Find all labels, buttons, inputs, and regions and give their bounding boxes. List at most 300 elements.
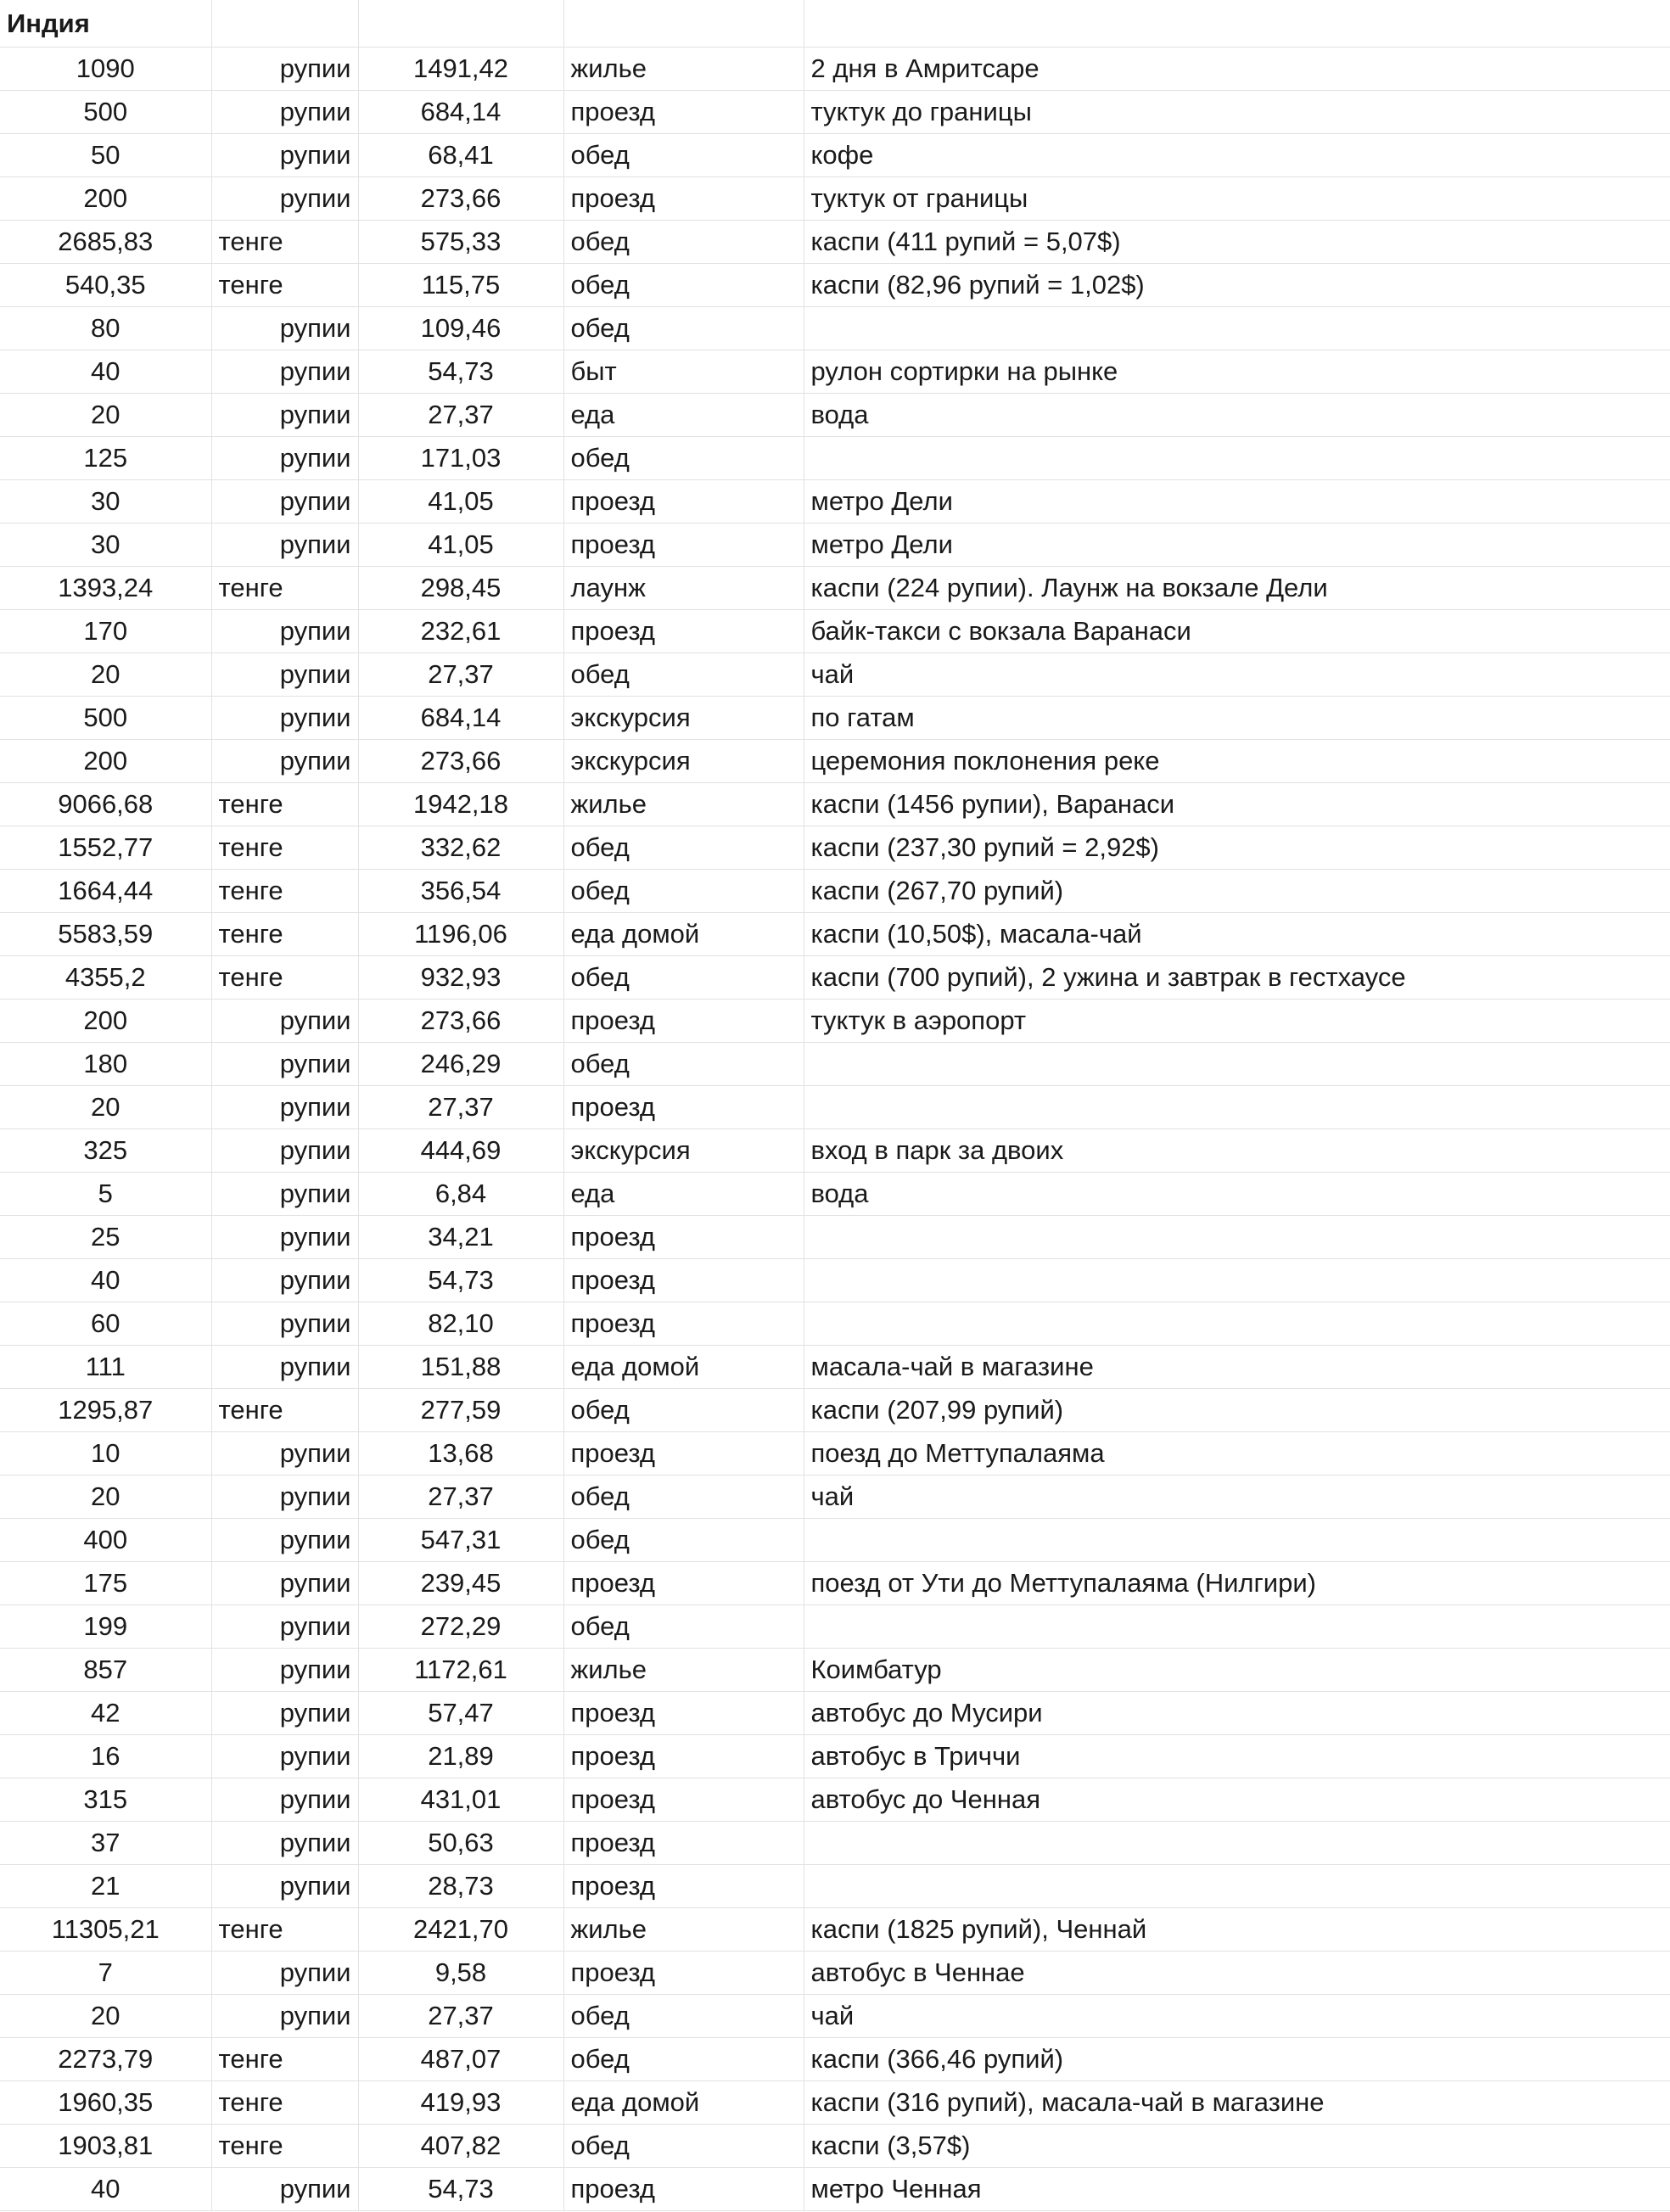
table-row: [0, 221, 1670, 264]
note-cell[interactable]: каспи (1825 рупий), Ченнай: [804, 1908, 1670, 1952]
note-cell[interactable]: [804, 1086, 1670, 1129]
table-row: [0, 1649, 1670, 1692]
note-cell[interactable]: туктук от границы: [804, 177, 1670, 221]
converted-amount-cell[interactable]: 82,10: [358, 1302, 563, 1346]
converted-amount-cell[interactable]: 34,21: [358, 1216, 563, 1259]
converted-amount-cell[interactable]: 115,75: [358, 264, 563, 307]
category-cell[interactable]: обед: [563, 956, 804, 1000]
amount-cell[interactable]: 315: [0, 1778, 211, 1822]
converted-amount-cell[interactable]: 232,61: [358, 610, 563, 653]
table-row: [0, 826, 1670, 870]
currency-cell[interactable]: рупии: [211, 1000, 358, 1043]
currency-cell[interactable]: тенге: [211, 221, 358, 264]
amount-cell[interactable]: 40: [0, 1259, 211, 1302]
note-cell[interactable]: автобус в Триччи: [804, 1735, 1670, 1778]
note-cell[interactable]: каспи (366,46 рупий): [804, 2038, 1670, 2081]
amount-cell[interactable]: 60: [0, 1302, 211, 1346]
amount-cell[interactable]: 180: [0, 1043, 211, 1086]
amount-cell[interactable]: 50: [0, 134, 211, 177]
converted-amount-cell[interactable]: 41,05: [358, 524, 563, 567]
category-cell[interactable]: проезд: [563, 1562, 804, 1605]
category-cell[interactable]: обед: [563, 1519, 804, 1562]
note-cell[interactable]: [804, 1216, 1670, 1259]
category-cell[interactable]: экскурсия: [563, 1129, 804, 1173]
table-row: [0, 653, 1670, 697]
currency-cell[interactable]: рупии: [211, 1605, 358, 1649]
category-cell[interactable]: проезд: [563, 177, 804, 221]
currency-cell[interactable]: рупии: [211, 1259, 358, 1302]
amount-cell[interactable]: 1552,77: [0, 826, 211, 870]
converted-amount-cell[interactable]: 246,29: [358, 1043, 563, 1086]
note-cell[interactable]: каспи (411 рупий = 5,07$): [804, 221, 1670, 264]
currency-cell[interactable]: тенге: [211, 826, 358, 870]
amount-cell[interactable]: 500: [0, 697, 211, 740]
category-cell[interactable]: проезд: [563, 1822, 804, 1865]
table-row: [0, 394, 1670, 437]
amount-cell[interactable]: 5583,59: [0, 913, 211, 956]
amount-cell[interactable]: 1903,81: [0, 2125, 211, 2168]
table-row: [0, 350, 1670, 394]
amount-cell[interactable]: 1664,44: [0, 870, 211, 913]
amount-cell[interactable]: 21: [0, 1865, 211, 1908]
note-cell[interactable]: церемония поклонения реке: [804, 740, 1670, 783]
amount-cell[interactable]: 125: [0, 437, 211, 480]
cell[interactable]: [358, 0, 563, 48]
category-cell[interactable]: проезд: [563, 1086, 804, 1129]
currency-cell[interactable]: тенге: [211, 2038, 358, 2081]
converted-amount-cell[interactable]: 684,14: [358, 91, 563, 134]
category-cell[interactable]: обед: [563, 870, 804, 913]
category-cell[interactable]: лаунж: [563, 567, 804, 610]
currency-cell[interactable]: рупии: [211, 1432, 358, 1476]
converted-amount-cell[interactable]: 277,59: [358, 1389, 563, 1432]
note-cell[interactable]: чай: [804, 1476, 1670, 1519]
category-cell[interactable]: обед: [563, 653, 804, 697]
amount-cell[interactable]: 10: [0, 1432, 211, 1476]
category-cell[interactable]: обед: [563, 437, 804, 480]
category-cell[interactable]: жилье: [563, 1908, 804, 1952]
currency-cell[interactable]: тенге: [211, 567, 358, 610]
note-cell[interactable]: поезд до Меттупалаяма: [804, 1432, 1670, 1476]
note-cell[interactable]: 2 дня в Амритсаре: [804, 48, 1670, 91]
note-cell[interactable]: [804, 437, 1670, 480]
amount-cell[interactable]: 200: [0, 1000, 211, 1043]
table-row: [0, 1043, 1670, 1086]
category-cell[interactable]: еда: [563, 394, 804, 437]
category-cell[interactable]: обед: [563, 1605, 804, 1649]
amount-cell[interactable]: 2273,79: [0, 2038, 211, 2081]
category-cell[interactable]: обед: [563, 826, 804, 870]
currency-cell[interactable]: рупии: [211, 1302, 358, 1346]
table-row: [0, 177, 1670, 221]
note-cell[interactable]: [804, 1302, 1670, 1346]
amount-cell[interactable]: 1393,24: [0, 567, 211, 610]
amount-cell[interactable]: 80: [0, 307, 211, 350]
category-cell[interactable]: проезд: [563, 1000, 804, 1043]
converted-amount-cell[interactable]: 27,37: [358, 394, 563, 437]
converted-amount-cell[interactable]: 547,31: [358, 1519, 563, 1562]
note-cell[interactable]: чай: [804, 1995, 1670, 2038]
note-cell[interactable]: туктук до границы: [804, 91, 1670, 134]
table-row: [0, 1476, 1670, 1519]
converted-amount-cell[interactable]: 932,93: [358, 956, 563, 1000]
note-cell[interactable]: каспи (224 рупии). Лаунж на вокзале Дели: [804, 567, 1670, 610]
note-cell[interactable]: автобус до Ченная: [804, 1778, 1670, 1822]
amount-cell[interactable]: 37: [0, 1822, 211, 1865]
note-cell[interactable]: каспи (207,99 рупий): [804, 1389, 1670, 1432]
note-cell[interactable]: автобус в Ченнае: [804, 1952, 1670, 1995]
table-row: [0, 1952, 1670, 1995]
table-row: [0, 437, 1670, 480]
converted-amount-cell[interactable]: 1196,06: [358, 913, 563, 956]
category-cell[interactable]: обед: [563, 134, 804, 177]
note-cell[interactable]: каспи (3,57$): [804, 2125, 1670, 2168]
currency-cell[interactable]: рупии: [211, 653, 358, 697]
currency-cell[interactable]: рупии: [211, 2168, 358, 2211]
amount-cell[interactable]: 9066,68: [0, 783, 211, 826]
category-cell[interactable]: проезд: [563, 2168, 804, 2211]
amount-cell[interactable]: 20: [0, 394, 211, 437]
table-row: [0, 1389, 1670, 1432]
currency-cell[interactable]: рупии: [211, 1173, 358, 1216]
converted-amount-cell[interactable]: 54,73: [358, 2168, 563, 2211]
note-cell[interactable]: туктук в аэропорт: [804, 1000, 1670, 1043]
category-cell[interactable]: экскурсия: [563, 740, 804, 783]
category-cell[interactable]: обед: [563, 1476, 804, 1519]
amount-cell[interactable]: 20: [0, 653, 211, 697]
category-cell[interactable]: проезд: [563, 1259, 804, 1302]
currency-cell[interactable]: рупии: [211, 1129, 358, 1173]
table-row: [0, 2081, 1670, 2125]
table-row: [0, 1519, 1670, 1562]
converted-amount-cell[interactable]: 444,69: [358, 1129, 563, 1173]
converted-amount-cell[interactable]: 9,58: [358, 1952, 563, 1995]
amount-cell[interactable]: 1295,87: [0, 1389, 211, 1432]
currency-cell[interactable]: рупии: [211, 177, 358, 221]
category-cell[interactable]: обед: [563, 2038, 804, 2081]
note-cell[interactable]: каспи (237,30 рупий = 2,92$): [804, 826, 1670, 870]
amount-cell[interactable]: 20: [0, 1476, 211, 1519]
amount-cell[interactable]: 40: [0, 350, 211, 394]
converted-amount-cell[interactable]: 356,54: [358, 870, 563, 913]
converted-amount-cell[interactable]: 27,37: [358, 1995, 563, 2038]
category-cell[interactable]: обед: [563, 1995, 804, 2038]
amount-cell[interactable]: 200: [0, 177, 211, 221]
amount-cell[interactable]: 7: [0, 1952, 211, 1995]
currency-cell[interactable]: рупии: [211, 740, 358, 783]
table-row: [0, 610, 1670, 653]
category-cell[interactable]: еда домой: [563, 1346, 804, 1389]
converted-amount-cell[interactable]: 28,73: [358, 1865, 563, 1908]
converted-amount-cell[interactable]: 407,82: [358, 2125, 563, 2168]
currency-cell[interactable]: рупии: [211, 1476, 358, 1519]
amount-cell[interactable]: 30: [0, 524, 211, 567]
note-cell[interactable]: рулон сортирки на рынке: [804, 350, 1670, 394]
cell[interactable]: [804, 0, 1670, 48]
currency-cell[interactable]: рупии: [211, 48, 358, 91]
note-cell[interactable]: вход в парк за двоих: [804, 1129, 1670, 1173]
currency-cell[interactable]: тенге: [211, 264, 358, 307]
table-row: [0, 307, 1670, 350]
amount-cell[interactable]: 25: [0, 1216, 211, 1259]
table-row: [0, 2168, 1670, 2211]
converted-amount-cell[interactable]: 27,37: [358, 653, 563, 697]
table-row: [0, 91, 1670, 134]
amount-cell[interactable]: 111: [0, 1346, 211, 1389]
table-row: [0, 1216, 1670, 1259]
converted-amount-cell[interactable]: 171,03: [358, 437, 563, 480]
currency-cell[interactable]: рупии: [211, 1043, 358, 1086]
note-cell[interactable]: каспи (10,50$), масала-чай: [804, 913, 1670, 956]
currency-cell[interactable]: рупии: [211, 1519, 358, 1562]
category-cell[interactable]: проезд: [563, 1302, 804, 1346]
amount-cell[interactable]: 200: [0, 740, 211, 783]
table-row: [0, 1778, 1670, 1822]
converted-amount-cell[interactable]: 109,46: [358, 307, 563, 350]
note-cell[interactable]: [804, 1865, 1670, 1908]
note-cell[interactable]: автобус до Мусири: [804, 1692, 1670, 1735]
amount-cell[interactable]: 4355,2: [0, 956, 211, 1000]
category-cell[interactable]: проезд: [563, 524, 804, 567]
currency-cell[interactable]: тенге: [211, 913, 358, 956]
currency-cell[interactable]: тенге: [211, 783, 358, 826]
table-row: [0, 956, 1670, 1000]
currency-cell[interactable]: рупии: [211, 1692, 358, 1735]
currency-cell[interactable]: тенге: [211, 1908, 358, 1952]
note-cell[interactable]: поезд от Ути до Меттупалаяма (Нилгири): [804, 1562, 1670, 1605]
converted-amount-cell[interactable]: 273,66: [358, 177, 563, 221]
converted-amount-cell[interactable]: 1491,42: [358, 48, 563, 91]
category-cell[interactable]: проезд: [563, 480, 804, 524]
currency-cell[interactable]: рупии: [211, 697, 358, 740]
note-cell[interactable]: [804, 1259, 1670, 1302]
note-cell[interactable]: Коимбатур: [804, 1649, 1670, 1692]
cell[interactable]: [563, 0, 804, 48]
table-row: [0, 1605, 1670, 1649]
converted-amount-cell[interactable]: 419,93: [358, 2081, 563, 2125]
note-cell[interactable]: каспи (700 рупий), 2 ужина и завтрак в гестхаусе: [804, 956, 1670, 1000]
sheet-title[interactable]: Индия: [0, 0, 211, 48]
currency-cell[interactable]: рупии: [211, 437, 358, 480]
table-row: [0, 1995, 1670, 2038]
amount-cell[interactable]: 199: [0, 1605, 211, 1649]
currency-cell[interactable]: тенге: [211, 1389, 358, 1432]
amount-cell[interactable]: 2685,83: [0, 221, 211, 264]
currency-cell[interactable]: рупии: [211, 307, 358, 350]
category-cell[interactable]: обед: [563, 1043, 804, 1086]
table-row: [0, 524, 1670, 567]
category-cell[interactable]: быт: [563, 350, 804, 394]
converted-amount-cell[interactable]: 1942,18: [358, 783, 563, 826]
converted-amount-cell[interactable]: 41,05: [358, 480, 563, 524]
converted-amount-cell[interactable]: 27,37: [358, 1086, 563, 1129]
table-row: [0, 1562, 1670, 1605]
table-row: [0, 480, 1670, 524]
currency-cell[interactable]: рупии: [211, 1735, 358, 1778]
converted-amount-cell[interactable]: 68,41: [358, 134, 563, 177]
note-cell[interactable]: [804, 1605, 1670, 1649]
amount-cell[interactable]: 42: [0, 1692, 211, 1735]
category-cell[interactable]: еда домой: [563, 913, 804, 956]
table-row: [0, 1865, 1670, 1908]
category-cell[interactable]: проезд: [563, 1865, 804, 1908]
amount-cell[interactable]: 540,35: [0, 264, 211, 307]
note-cell[interactable]: [804, 1822, 1670, 1865]
note-cell[interactable]: каспи (316 рупий), масала-чай в магазине: [804, 2081, 1670, 2125]
converted-amount-cell[interactable]: 54,73: [358, 350, 563, 394]
converted-amount-cell[interactable]: 27,37: [358, 1476, 563, 1519]
table-row: [0, 913, 1670, 956]
currency-cell[interactable]: рупии: [211, 1346, 358, 1389]
table-row: [0, 48, 1670, 91]
table-row: [0, 1822, 1670, 1865]
table-row: [0, 134, 1670, 177]
converted-amount-cell[interactable]: 684,14: [358, 697, 563, 740]
table-row: [0, 697, 1670, 740]
amount-cell[interactable]: 30: [0, 480, 211, 524]
currency-cell[interactable]: рупии: [211, 1865, 358, 1908]
converted-amount-cell[interactable]: 50,63: [358, 1822, 563, 1865]
table-row: [0, 740, 1670, 783]
amount-cell[interactable]: 325: [0, 1129, 211, 1173]
note-cell[interactable]: [804, 1043, 1670, 1086]
currency-cell[interactable]: рупии: [211, 134, 358, 177]
note-cell[interactable]: [804, 1519, 1670, 1562]
converted-amount-cell[interactable]: 2421,70: [358, 1908, 563, 1952]
converted-amount-cell[interactable]: 6,84: [358, 1173, 563, 1216]
currency-cell[interactable]: рупии: [211, 524, 358, 567]
table-row: [0, 567, 1670, 610]
category-cell[interactable]: жилье: [563, 48, 804, 91]
note-cell[interactable]: вода: [804, 394, 1670, 437]
amount-cell[interactable]: 1090: [0, 48, 211, 91]
currency-cell[interactable]: рупии: [211, 394, 358, 437]
converted-amount-cell[interactable]: 273,66: [358, 1000, 563, 1043]
category-cell[interactable]: еда: [563, 1173, 804, 1216]
note-cell[interactable]: по гатам: [804, 697, 1670, 740]
currency-cell[interactable]: рупии: [211, 610, 358, 653]
amount-cell[interactable]: 500: [0, 91, 211, 134]
note-cell[interactable]: метро Дели: [804, 524, 1670, 567]
amount-cell[interactable]: 20: [0, 1995, 211, 2038]
currency-cell[interactable]: рупии: [211, 350, 358, 394]
category-cell[interactable]: проезд: [563, 91, 804, 134]
converted-amount-cell[interactable]: 298,45: [358, 567, 563, 610]
converted-amount-cell[interactable]: 239,45: [358, 1562, 563, 1605]
currency-cell[interactable]: рупии: [211, 1649, 358, 1692]
amount-cell[interactable]: 5: [0, 1173, 211, 1216]
category-cell[interactable]: проезд: [563, 1216, 804, 1259]
note-cell[interactable]: каспи (1456 рупии), Варанаси: [804, 783, 1670, 826]
category-cell[interactable]: проезд: [563, 1778, 804, 1822]
amount-cell[interactable]: 16: [0, 1735, 211, 1778]
converted-amount-cell[interactable]: 54,73: [358, 1259, 563, 1302]
note-cell[interactable]: каспи (267,70 рупий): [804, 870, 1670, 913]
amount-cell[interactable]: 1960,35: [0, 2081, 211, 2125]
converted-amount-cell[interactable]: 431,01: [358, 1778, 563, 1822]
converted-amount-cell[interactable]: 487,07: [358, 2038, 563, 2081]
note-cell[interactable]: байк-такси с вокзала Варанаси: [804, 610, 1670, 653]
note-cell[interactable]: кофе: [804, 134, 1670, 177]
note-cell[interactable]: вода: [804, 1173, 1670, 1216]
amount-cell[interactable]: 20: [0, 1086, 211, 1129]
note-cell[interactable]: [804, 307, 1670, 350]
table-row: [0, 1735, 1670, 1778]
currency-cell[interactable]: рупии: [211, 1952, 358, 1995]
table-row: [0, 1432, 1670, 1476]
cell[interactable]: [211, 0, 358, 48]
currency-cell[interactable]: тенге: [211, 956, 358, 1000]
currency-cell[interactable]: рупии: [211, 1778, 358, 1822]
converted-amount-cell[interactable]: 21,89: [358, 1735, 563, 1778]
category-cell[interactable]: проезд: [563, 1432, 804, 1476]
category-cell[interactable]: обед: [563, 2125, 804, 2168]
category-cell[interactable]: проезд: [563, 1692, 804, 1735]
currency-cell[interactable]: рупии: [211, 480, 358, 524]
table-row: [0, 1173, 1670, 1216]
category-cell[interactable]: еда домой: [563, 2081, 804, 2125]
converted-amount-cell[interactable]: 57,47: [358, 1692, 563, 1735]
currency-cell[interactable]: рупии: [211, 1995, 358, 2038]
currency-cell[interactable]: рупии: [211, 1086, 358, 1129]
converted-amount-cell[interactable]: 1172,61: [358, 1649, 563, 1692]
category-cell[interactable]: жилье: [563, 783, 804, 826]
currency-cell[interactable]: рупии: [211, 1216, 358, 1259]
table-row: [0, 783, 1670, 826]
category-cell[interactable]: обед: [563, 221, 804, 264]
category-cell[interactable]: жилье: [563, 1649, 804, 1692]
table-row: [0, 1259, 1670, 1302]
currency-cell[interactable]: тенге: [211, 2081, 358, 2125]
note-cell[interactable]: метро Ченная: [804, 2168, 1670, 2211]
category-cell[interactable]: обед: [563, 307, 804, 350]
currency-cell[interactable]: тенге: [211, 870, 358, 913]
table-row: [0, 1692, 1670, 1735]
converted-amount-cell[interactable]: 332,62: [358, 826, 563, 870]
table-row: [0, 1129, 1670, 1173]
note-cell[interactable]: чай: [804, 653, 1670, 697]
converted-amount-cell[interactable]: 273,66: [358, 740, 563, 783]
table-row: [0, 264, 1670, 307]
note-cell[interactable]: каспи (82,96 рупий = 1,02$): [804, 264, 1670, 307]
amount-cell[interactable]: 11305,21: [0, 1908, 211, 1952]
category-cell[interactable]: экскурсия: [563, 697, 804, 740]
note-cell[interactable]: масала-чай в магазине: [804, 1346, 1670, 1389]
category-cell[interactable]: обед: [563, 1389, 804, 1432]
category-cell[interactable]: проезд: [563, 610, 804, 653]
note-cell[interactable]: метро Дели: [804, 480, 1670, 524]
currency-cell[interactable]: рупии: [211, 1822, 358, 1865]
category-cell[interactable]: обед: [563, 264, 804, 307]
table-row: [0, 870, 1670, 913]
table-row: [0, 1086, 1670, 1129]
converted-amount-cell[interactable]: 272,29: [358, 1605, 563, 1649]
currency-cell[interactable]: рупии: [211, 1562, 358, 1605]
amount-cell[interactable]: 175: [0, 1562, 211, 1605]
amount-cell[interactable]: 40: [0, 2168, 211, 2211]
currency-cell[interactable]: рупии: [211, 91, 358, 134]
converted-amount-cell[interactable]: 575,33: [358, 221, 563, 264]
table-row: [0, 2038, 1670, 2081]
amount-cell[interactable]: 857: [0, 1649, 211, 1692]
amount-cell[interactable]: 400: [0, 1519, 211, 1562]
category-cell[interactable]: проезд: [563, 1735, 804, 1778]
category-cell[interactable]: проезд: [563, 1952, 804, 1995]
currency-cell[interactable]: тенге: [211, 2125, 358, 2168]
amount-cell[interactable]: 170: [0, 610, 211, 653]
converted-amount-cell[interactable]: 151,88: [358, 1346, 563, 1389]
converted-amount-cell[interactable]: 13,68: [358, 1432, 563, 1476]
